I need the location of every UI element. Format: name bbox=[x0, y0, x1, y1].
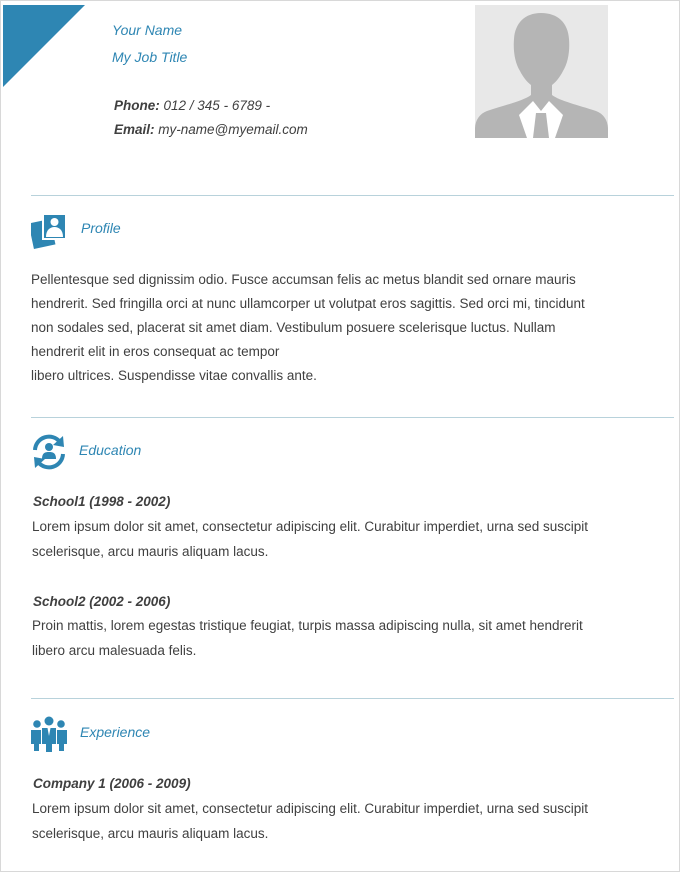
phone-row bbox=[114, 98, 270, 113]
section-divider bbox=[31, 698, 674, 699]
education-cycle-icon bbox=[30, 433, 68, 471]
education-entry-description bbox=[32, 515, 588, 564]
phone-value: 012 / 345 - 6789 - bbox=[163, 98, 271, 113]
email-row bbox=[114, 122, 308, 137]
education-entry-title: School1 (1998 - 2002) bbox=[33, 494, 171, 509]
experience-line: Lorem ipsum dolor sit amet, consectetur adipiscing elit. Curabitur imperdiet, urna sed suscipit bbox=[32, 801, 588, 816]
profile-line: libero ultrices. Suspendisse vitae convallis ante. bbox=[31, 368, 317, 383]
corner-accent-triangle bbox=[3, 5, 85, 87]
education-entry-description bbox=[32, 614, 583, 663]
education-line: Proin mattis, lorem egestas tristique feugiat, turpis massa adipiscing nulla, sit amet hendrerit bbox=[32, 618, 583, 633]
education-line: libero arcu malesuada felis. bbox=[32, 642, 197, 658]
email-label: Email: bbox=[114, 122, 155, 137]
profile-photos-icon bbox=[31, 211, 69, 249]
profile-line: non sodales sed, placerat sit amet diam. Vestibulum posuere scelerisque luctus. Nullam bbox=[31, 320, 556, 335]
profile-line: hendrerit elit in eros consequat ac tempor bbox=[31, 344, 280, 359]
education-line: Lorem ipsum dolor sit amet, consectetur adipiscing elit. Curabitur imperdiet, urna sed suscipit bbox=[32, 519, 588, 534]
candidate-name: Your Name bbox=[112, 22, 183, 38]
profile-line: Pellentesque sed dignissim odio. Fusce accumsan felis ac metus blandit sed ornare mauris bbox=[31, 272, 576, 287]
section-divider bbox=[31, 417, 674, 418]
profile-text bbox=[31, 268, 585, 388]
team-people-icon bbox=[30, 714, 68, 752]
job-title: My Job Title bbox=[112, 49, 188, 65]
experience-line: scelerisque, arcu mauris aliquam lacus. bbox=[32, 825, 269, 841]
profile-heading: Profile bbox=[81, 220, 121, 236]
experience-entry-description bbox=[32, 797, 588, 846]
email-value: my-name@myemail.com bbox=[158, 122, 308, 137]
phone-label: Phone: bbox=[114, 98, 160, 113]
education-line: scelerisque, arcu mauris aliquam lacus. bbox=[32, 543, 269, 559]
section-divider bbox=[31, 195, 674, 196]
person-silhouette-icon bbox=[475, 5, 608, 138]
profile-photo-placeholder bbox=[475, 5, 608, 138]
experience-entry-title: Company 1 (2006 - 2009) bbox=[33, 776, 191, 791]
experience-heading: Experience bbox=[80, 724, 151, 740]
education-heading: Education bbox=[79, 442, 142, 458]
profile-line: hendrerit. Sed fringilla orci at nunc ullamcorper ut volutpat eros sagittis. Sed orci mi, tincidunt bbox=[31, 296, 585, 311]
education-entry-title: School2 (2002 - 2006) bbox=[33, 594, 171, 609]
